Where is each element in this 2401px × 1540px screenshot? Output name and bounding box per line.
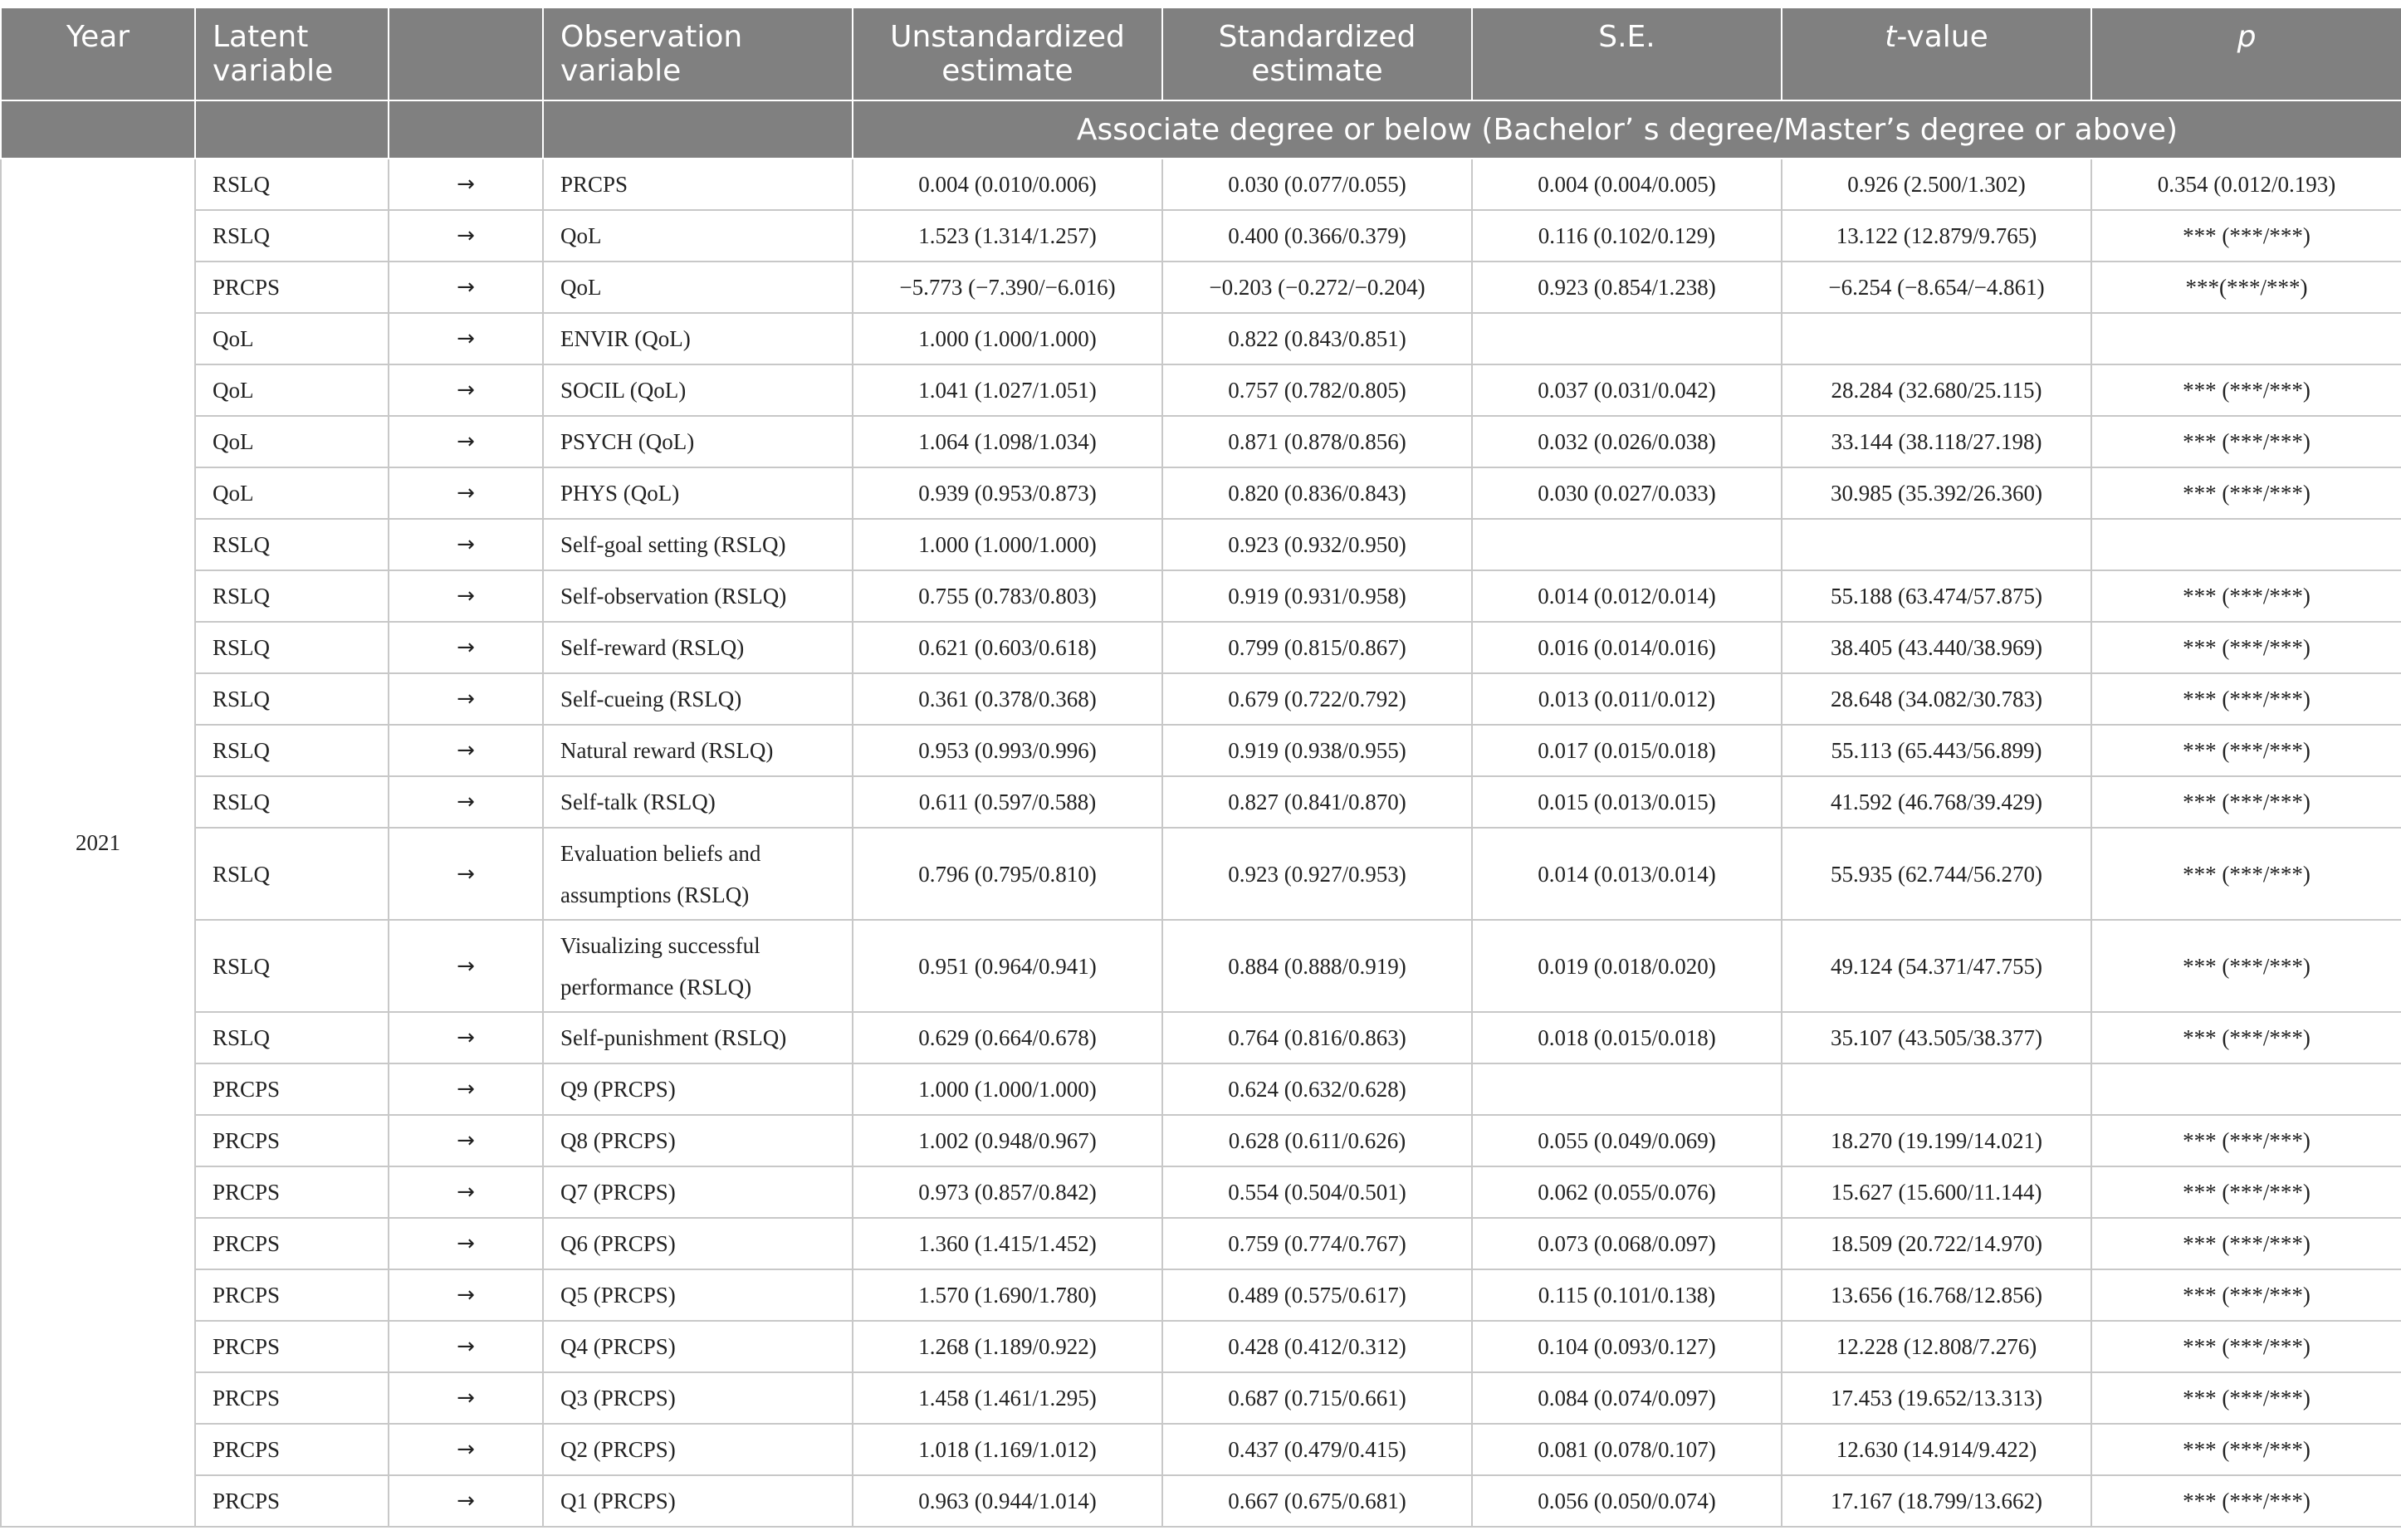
- p-value-cell: *** (***/***): [2091, 776, 2401, 828]
- path-arrow-icon: →: [389, 1372, 543, 1424]
- observation-variable-cell: PRCPS: [543, 159, 853, 210]
- unstandardized-estimate-cell: 1.000 (1.000/1.000): [853, 519, 1162, 570]
- t-value-cell: 33.144 (38.118/27.198): [1782, 416, 2091, 467]
- unstandardized-estimate-cell: 1.570 (1.690/1.780): [853, 1269, 1162, 1321]
- standardized-estimate-cell: 0.554 (0.504/0.501): [1162, 1166, 1472, 1218]
- standardized-estimate-cell: 0.822 (0.843/0.851): [1162, 313, 1472, 364]
- p-value-cell: *** (***/***): [2091, 364, 2401, 416]
- table-row: [1, 262, 2401, 313]
- standardized-estimate-cell: 0.687 (0.715/0.661): [1162, 1372, 1472, 1424]
- p-value-cell: [2091, 519, 2401, 570]
- t-value-cell: 30.985 (35.392/26.360): [1782, 467, 2091, 519]
- col-t-value-header: t-value: [1782, 7, 2091, 100]
- p-value-cell: *** (***/***): [2091, 570, 2401, 622]
- path-arrow-icon: →: [389, 1269, 543, 1321]
- unstandardized-estimate-cell: 1.268 (1.189/0.922): [853, 1321, 1162, 1372]
- p-value-cell: *** (***/***): [2091, 1012, 2401, 1063]
- p-value-cell: *** (***/***): [2091, 622, 2401, 673]
- p-value-cell: *** (***/***): [2091, 920, 2401, 1012]
- table-row: [1, 210, 2401, 262]
- standard-error-cell: 0.084 (0.074/0.097): [1472, 1372, 1782, 1424]
- observation-variable-cell: Q5 (PRCPS): [543, 1269, 853, 1321]
- subheader-empty-cell: [543, 100, 853, 159]
- standardized-estimate-cell: 0.923 (0.927/0.953): [1162, 828, 1472, 920]
- subheader-empty-cell: [1, 100, 195, 159]
- latent-variable-cell: QoL: [195, 467, 389, 519]
- year-cell: 2021: [1, 159, 195, 1527]
- standardized-estimate-cell: 0.884 (0.888/0.919): [1162, 920, 1472, 1012]
- p-value-cell: *** (***/***): [2091, 1424, 2401, 1475]
- t-value-cell: 12.630 (14.914/9.422): [1782, 1424, 2091, 1475]
- latent-variable-cell: QoL: [195, 364, 389, 416]
- path-arrow-icon: →: [389, 262, 543, 313]
- observation-variable-cell: Self-cueing (RSLQ): [543, 673, 853, 725]
- col-se-header: S.E.: [1472, 7, 1782, 100]
- t-value-cell: 12.228 (12.808/7.276): [1782, 1321, 2091, 1372]
- t-value-cell: 18.270 (19.199/14.021): [1782, 1115, 2091, 1166]
- subheader-empty-cell: [389, 100, 543, 159]
- t-value-cell: −6.254 (−8.654/−4.861): [1782, 262, 2091, 313]
- observation-variable-cell: Q3 (PRCPS): [543, 1372, 853, 1424]
- table-row: [1, 519, 2401, 570]
- table-row: [1, 725, 2401, 776]
- table-row: [1, 776, 2401, 828]
- path-arrow-icon: →: [389, 920, 543, 1012]
- standardized-estimate-cell: 0.919 (0.938/0.955): [1162, 725, 1472, 776]
- observation-variable-cell: ENVIR (QoL): [543, 313, 853, 364]
- standard-error-cell: 0.081 (0.078/0.107): [1472, 1424, 1782, 1475]
- path-arrow-icon: →: [389, 570, 543, 622]
- table-row: [1, 673, 2401, 725]
- observation-variable-cell: QoL: [543, 210, 853, 262]
- standard-error-cell: 0.073 (0.068/0.097): [1472, 1218, 1782, 1269]
- col-observation-header: Observation variable: [543, 7, 853, 100]
- standard-error-cell: 0.037 (0.031/0.042): [1472, 364, 1782, 416]
- latent-variable-cell: PRCPS: [195, 1063, 389, 1115]
- t-value-cell: 17.453 (19.652/13.313): [1782, 1372, 2091, 1424]
- latent-variable-cell: RSLQ: [195, 519, 389, 570]
- observation-variable-cell: Self-punishment (RSLQ): [543, 1012, 853, 1063]
- standardized-estimate-cell: 0.871 (0.878/0.856): [1162, 416, 1472, 467]
- header-row: [1, 7, 2401, 100]
- standard-error-cell: 0.055 (0.049/0.069): [1472, 1115, 1782, 1166]
- path-arrow-icon: →: [389, 416, 543, 467]
- t-value-cell: 28.284 (32.680/25.115): [1782, 364, 2091, 416]
- latent-variable-cell: PRCPS: [195, 1424, 389, 1475]
- latent-variable-cell: RSLQ: [195, 725, 389, 776]
- table-row: [1, 1424, 2401, 1475]
- standardized-estimate-cell: 0.437 (0.479/0.415): [1162, 1424, 1472, 1475]
- path-arrow-icon: →: [389, 467, 543, 519]
- standard-error-cell: 0.115 (0.101/0.138): [1472, 1269, 1782, 1321]
- t-value-cell: 13.122 (12.879/9.765): [1782, 210, 2091, 262]
- unstandardized-estimate-cell: 0.951 (0.964/0.941): [853, 920, 1162, 1012]
- path-arrow-icon: →: [389, 210, 543, 262]
- standardized-estimate-cell: 0.919 (0.931/0.958): [1162, 570, 1472, 622]
- path-arrow-icon: →: [389, 1063, 543, 1115]
- standard-error-cell: 0.004 (0.004/0.005): [1472, 159, 1782, 210]
- standard-error-cell: 0.032 (0.026/0.038): [1472, 416, 1782, 467]
- t-value-cell: 55.935 (62.744/56.270): [1782, 828, 2091, 920]
- standardized-estimate-cell: 0.624 (0.632/0.628): [1162, 1063, 1472, 1115]
- observation-variable-cell: Natural reward (RSLQ): [543, 725, 853, 776]
- standard-error-cell: 0.104 (0.093/0.127): [1472, 1321, 1782, 1372]
- unstandardized-estimate-cell: 0.796 (0.795/0.810): [853, 828, 1162, 920]
- standardized-estimate-cell: 0.030 (0.077/0.055): [1162, 159, 1472, 210]
- table-row: [1, 1218, 2401, 1269]
- observation-variable-cell: Q2 (PRCPS): [543, 1424, 853, 1475]
- standardized-estimate-cell: 0.764 (0.816/0.863): [1162, 1012, 1472, 1063]
- t-value-cell: 0.926 (2.500/1.302): [1782, 159, 2091, 210]
- table-header: [1, 7, 2401, 159]
- unstandardized-estimate-cell: −5.773 (−7.390/−6.016): [853, 262, 1162, 313]
- path-arrow-icon: →: [389, 1115, 543, 1166]
- unstandardized-estimate-cell: 1.041 (1.027/1.051): [853, 364, 1162, 416]
- latent-variable-cell: PRCPS: [195, 262, 389, 313]
- t-value-cell: 28.648 (34.082/30.783): [1782, 673, 2091, 725]
- standard-error-cell: 0.014 (0.012/0.014): [1472, 570, 1782, 622]
- observation-variable-cell: Q7 (PRCPS): [543, 1166, 853, 1218]
- standardized-estimate-cell: 0.428 (0.412/0.312): [1162, 1321, 1472, 1372]
- table-row: [1, 1372, 2401, 1424]
- t-value-cell: 35.107 (43.505/38.377): [1782, 1012, 2091, 1063]
- standardized-estimate-cell: 0.923 (0.932/0.950): [1162, 519, 1472, 570]
- p-value-cell: [2091, 1063, 2401, 1115]
- standardized-estimate-cell: 0.489 (0.575/0.617): [1162, 1269, 1472, 1321]
- standard-error-cell: 0.013 (0.011/0.012): [1472, 673, 1782, 725]
- p-value-cell: *** (***/***): [2091, 1321, 2401, 1372]
- path-arrow-icon: →: [389, 519, 543, 570]
- observation-variable-cell: Q9 (PRCPS): [543, 1063, 853, 1115]
- unstandardized-estimate-cell: 1.064 (1.098/1.034): [853, 416, 1162, 467]
- table-row: [1, 920, 2401, 1012]
- t-value-cell: 38.405 (43.440/38.969): [1782, 622, 2091, 673]
- standardized-estimate-cell: 0.400 (0.366/0.379): [1162, 210, 1472, 262]
- t-value-cell: 17.167 (18.799/13.662): [1782, 1475, 2091, 1527]
- t-value-cell: 15.627 (15.600/11.144): [1782, 1166, 2091, 1218]
- table-row: [1, 1321, 2401, 1372]
- path-arrow-icon: →: [389, 364, 543, 416]
- t-value-cell: 55.113 (65.443/56.899): [1782, 725, 2091, 776]
- path-arrow-icon: →: [389, 159, 543, 210]
- observation-variable-cell: Self-reward (RSLQ): [543, 622, 853, 673]
- standard-error-cell: [1472, 519, 1782, 570]
- col-standardized-header: Standardized estimate: [1162, 7, 1472, 100]
- t-value-cell: [1782, 1063, 2091, 1115]
- col-year-header: Year: [1, 7, 195, 100]
- t-value-cell: 55.188 (63.474/57.875): [1782, 570, 2091, 622]
- col-arrow-header: [389, 7, 543, 100]
- path-arrow-icon: →: [389, 622, 543, 673]
- observation-variable-cell: Self-goal setting (RSLQ): [543, 519, 853, 570]
- standardized-estimate-cell: 0.820 (0.836/0.843): [1162, 467, 1472, 519]
- table-row: [1, 1115, 2401, 1166]
- p-value-cell: *** (***/***): [2091, 673, 2401, 725]
- path-arrow-icon: →: [389, 725, 543, 776]
- results-table: [0, 7, 2401, 1528]
- unstandardized-estimate-cell: 0.361 (0.378/0.368): [853, 673, 1162, 725]
- observation-variable-cell: Q8 (PRCPS): [543, 1115, 853, 1166]
- standard-error-cell: 0.923 (0.854/1.238): [1472, 262, 1782, 313]
- p-value-cell: *** (***/***): [2091, 1475, 2401, 1527]
- p-value-cell: *** (***/***): [2091, 725, 2401, 776]
- path-arrow-icon: →: [389, 828, 543, 920]
- latent-variable-cell: RSLQ: [195, 673, 389, 725]
- table-row: [1, 828, 2401, 920]
- standardized-estimate-cell: 0.799 (0.815/0.867): [1162, 622, 1472, 673]
- unstandardized-estimate-cell: 1.000 (1.000/1.000): [853, 313, 1162, 364]
- latent-variable-cell: RSLQ: [195, 159, 389, 210]
- unstandardized-estimate-cell: 1.523 (1.314/1.257): [853, 210, 1162, 262]
- path-arrow-icon: →: [389, 1218, 543, 1269]
- t-value-cell: [1782, 519, 2091, 570]
- standard-error-cell: 0.018 (0.015/0.018): [1472, 1012, 1782, 1063]
- latent-variable-cell: RSLQ: [195, 570, 389, 622]
- p-value-cell: *** (***/***): [2091, 416, 2401, 467]
- unstandardized-estimate-cell: 1.360 (1.415/1.452): [853, 1218, 1162, 1269]
- p-value-cell: *** (***/***): [2091, 210, 2401, 262]
- path-arrow-icon: →: [389, 313, 543, 364]
- p-value-cell: *** (***/***): [2091, 828, 2401, 920]
- col-latent-header: Latent variable: [195, 7, 389, 100]
- standard-error-cell: 0.116 (0.102/0.129): [1472, 210, 1782, 262]
- standard-error-cell: 0.030 (0.027/0.033): [1472, 467, 1782, 519]
- latent-variable-cell: RSLQ: [195, 920, 389, 1012]
- education-group-subheader: Associate degree or below (Bachelor’ s degree/Master’s degree or above): [853, 100, 2401, 159]
- latent-variable-cell: QoL: [195, 416, 389, 467]
- standardized-estimate-cell: 0.667 (0.675/0.681): [1162, 1475, 1472, 1527]
- latent-variable-cell: PRCPS: [195, 1166, 389, 1218]
- table-row: [1, 1269, 2401, 1321]
- t-value-cell: 41.592 (46.768/39.429): [1782, 776, 2091, 828]
- p-value-cell: 0.354 (0.012/0.193): [2091, 159, 2401, 210]
- subheader-empty-cell: [195, 100, 389, 159]
- unstandardized-estimate-cell: 1.002 (0.948/0.967): [853, 1115, 1162, 1166]
- latent-variable-cell: PRCPS: [195, 1321, 389, 1372]
- path-arrow-icon: →: [389, 776, 543, 828]
- t-value-cell: 49.124 (54.371/47.755): [1782, 920, 2091, 1012]
- col-p-header: p: [2091, 7, 2401, 100]
- path-arrow-icon: →: [389, 1166, 543, 1218]
- latent-variable-cell: RSLQ: [195, 776, 389, 828]
- p-value-cell: [2091, 313, 2401, 364]
- path-arrow-icon: →: [389, 673, 543, 725]
- subheader-row: [1, 100, 2401, 159]
- observation-variable-cell: Self-observation (RSLQ): [543, 570, 853, 622]
- standardized-estimate-cell: 0.628 (0.611/0.626): [1162, 1115, 1472, 1166]
- unstandardized-estimate-cell: 0.963 (0.944/1.014): [853, 1475, 1162, 1527]
- unstandardized-estimate-cell: 0.939 (0.953/0.873): [853, 467, 1162, 519]
- p-value-cell: *** (***/***): [2091, 1166, 2401, 1218]
- observation-variable-cell: Q1 (PRCPS): [543, 1475, 853, 1527]
- observation-variable-cell: QoL: [543, 262, 853, 313]
- t-value-cell: [1782, 313, 2091, 364]
- table-row: [1, 313, 2401, 364]
- standardized-estimate-cell: 0.757 (0.782/0.805): [1162, 364, 1472, 416]
- p-value-cell: ***(***/***): [2091, 262, 2401, 313]
- table-row: [1, 1012, 2401, 1063]
- p-value-cell: *** (***/***): [2091, 467, 2401, 519]
- path-arrow-icon: →: [389, 1475, 543, 1527]
- path-arrow-icon: →: [389, 1424, 543, 1475]
- unstandardized-estimate-cell: 1.018 (1.169/1.012): [853, 1424, 1162, 1475]
- unstandardized-estimate-cell: 0.611 (0.597/0.588): [853, 776, 1162, 828]
- p-value-cell: *** (***/***): [2091, 1218, 2401, 1269]
- table-body: [1, 159, 2401, 1527]
- unstandardized-estimate-cell: 1.000 (1.000/1.000): [853, 1063, 1162, 1115]
- t-value-cell: 18.509 (20.722/14.970): [1782, 1218, 2091, 1269]
- table-row: [1, 1166, 2401, 1218]
- latent-variable-cell: RSLQ: [195, 622, 389, 673]
- unstandardized-estimate-cell: 1.458 (1.461/1.295): [853, 1372, 1162, 1424]
- latent-variable-cell: RSLQ: [195, 210, 389, 262]
- table-row: [1, 416, 2401, 467]
- standardized-estimate-cell: 0.679 (0.722/0.792): [1162, 673, 1472, 725]
- standardized-estimate-cell: 0.827 (0.841/0.870): [1162, 776, 1472, 828]
- unstandardized-estimate-cell: 0.973 (0.857/0.842): [853, 1166, 1162, 1218]
- standard-error-cell: 0.014 (0.013/0.014): [1472, 828, 1782, 920]
- col-unstandardized-header: Unstandardized estimate: [853, 7, 1162, 100]
- table-row: [1, 364, 2401, 416]
- observation-variable-cell: SOCIL (QoL): [543, 364, 853, 416]
- observation-variable-cell: PHYS (QoL): [543, 467, 853, 519]
- standard-error-cell: 0.019 (0.018/0.020): [1472, 920, 1782, 1012]
- latent-variable-cell: PRCPS: [195, 1372, 389, 1424]
- path-arrow-icon: →: [389, 1012, 543, 1063]
- table-row: [1, 1063, 2401, 1115]
- p-value-cell: *** (***/***): [2091, 1115, 2401, 1166]
- standard-error-cell: 0.016 (0.014/0.016): [1472, 622, 1782, 673]
- table-row: [1, 622, 2401, 673]
- unstandardized-estimate-cell: 0.621 (0.603/0.618): [853, 622, 1162, 673]
- t-value-cell: 13.656 (16.768/12.856): [1782, 1269, 2091, 1321]
- p-value-cell: *** (***/***): [2091, 1269, 2401, 1321]
- standard-error-cell: [1472, 313, 1782, 364]
- latent-variable-cell: QoL: [195, 313, 389, 364]
- latent-variable-cell: PRCPS: [195, 1115, 389, 1166]
- standardized-estimate-cell: 0.759 (0.774/0.767): [1162, 1218, 1472, 1269]
- latent-variable-cell: RSLQ: [195, 1012, 389, 1063]
- table-row: [1, 467, 2401, 519]
- latent-variable-cell: RSLQ: [195, 828, 389, 920]
- unstandardized-estimate-cell: 0.755 (0.783/0.803): [853, 570, 1162, 622]
- standard-error-cell: [1472, 1063, 1782, 1115]
- table-row: [1, 570, 2401, 622]
- latent-variable-cell: PRCPS: [195, 1218, 389, 1269]
- observation-variable-cell: Evaluation beliefs and assumptions (RSLQ): [543, 828, 853, 920]
- standard-error-cell: 0.017 (0.015/0.018): [1472, 725, 1782, 776]
- observation-variable-cell: Q6 (PRCPS): [543, 1218, 853, 1269]
- observation-variable-cell: PSYCH (QoL): [543, 416, 853, 467]
- standard-error-cell: 0.056 (0.050/0.074): [1472, 1475, 1782, 1527]
- unstandardized-estimate-cell: 0.953 (0.993/0.996): [853, 725, 1162, 776]
- latent-variable-cell: PRCPS: [195, 1269, 389, 1321]
- unstandardized-estimate-cell: 0.004 (0.010/0.006): [853, 159, 1162, 210]
- unstandardized-estimate-cell: 0.629 (0.664/0.678): [853, 1012, 1162, 1063]
- standard-error-cell: 0.015 (0.013/0.015): [1472, 776, 1782, 828]
- path-arrow-icon: →: [389, 1321, 543, 1372]
- table-row: [1, 159, 2401, 210]
- observation-variable-cell: Self-talk (RSLQ): [543, 776, 853, 828]
- table-row: [1, 1475, 2401, 1527]
- observation-variable-cell: Visualizing successful performance (RSLQ): [543, 920, 853, 1012]
- latent-variable-cell: PRCPS: [195, 1475, 389, 1527]
- observation-variable-cell: Q4 (PRCPS): [543, 1321, 853, 1372]
- standardized-estimate-cell: −0.203 (−0.272/−0.204): [1162, 262, 1472, 313]
- standard-error-cell: 0.062 (0.055/0.076): [1472, 1166, 1782, 1218]
- p-value-cell: *** (***/***): [2091, 1372, 2401, 1424]
